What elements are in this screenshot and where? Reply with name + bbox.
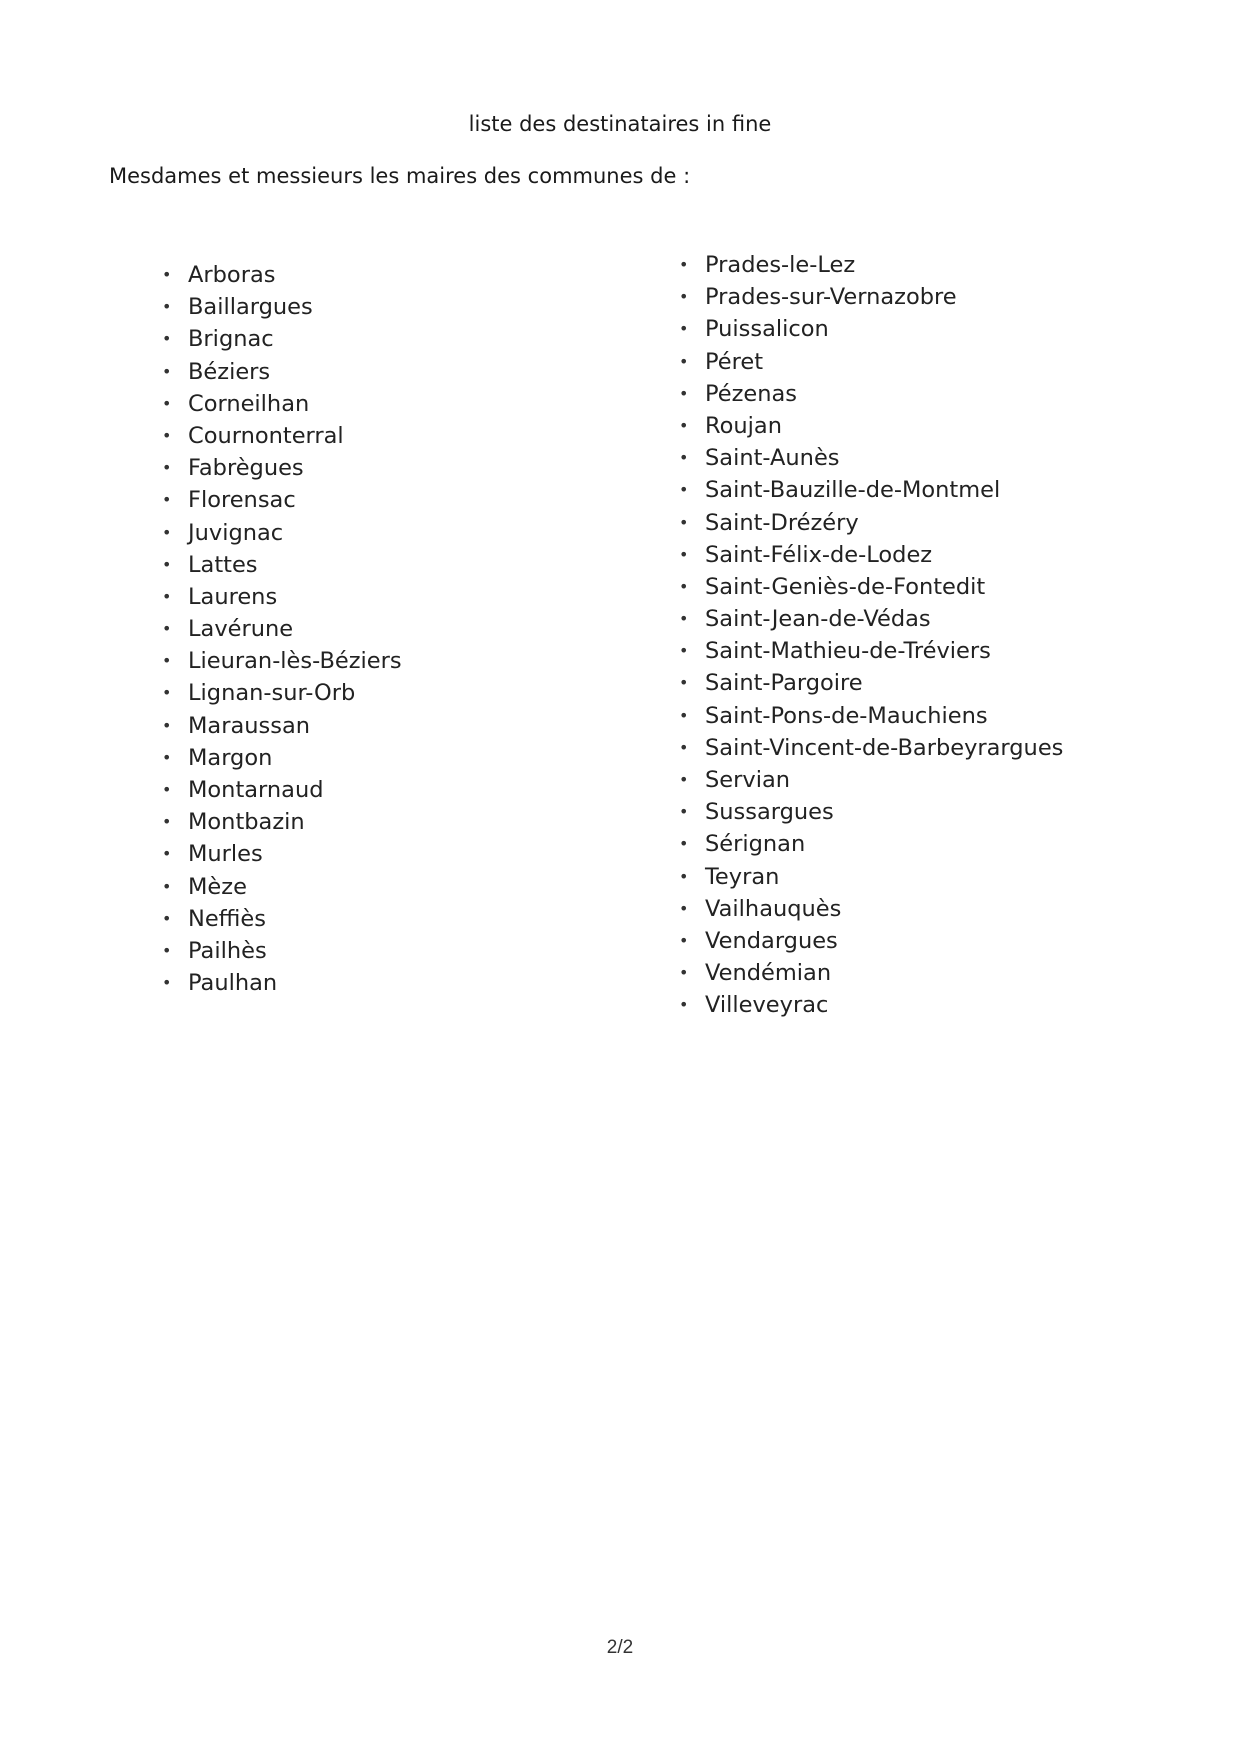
bullet-icon: • — [679, 415, 689, 435]
commune-name: Saint-Mathieu-de-Tréviers — [705, 638, 991, 665]
bullet-icon: • — [679, 576, 689, 596]
commune-name: Pailhès — [188, 937, 267, 964]
commune-name: Paulhan — [188, 970, 278, 997]
list-item — [160, 935, 402, 967]
bullet-icon: • — [162, 651, 172, 671]
bullet-icon: • — [162, 522, 172, 542]
list-item — [677, 378, 1063, 410]
commune-name: Margon — [188, 744, 273, 771]
commune-name: Neffiès — [188, 905, 266, 932]
commune-name: Saint-Vincent-de-Barbeyrargues — [705, 734, 1064, 761]
commune-name: Saint-Bauzille-de-Montmel — [705, 477, 1001, 504]
list-item — [677, 635, 1063, 667]
list-item — [160, 838, 402, 870]
list-item — [160, 549, 402, 581]
commune-name: Lattes — [188, 551, 258, 578]
list-item — [677, 828, 1063, 860]
commune-name: Puissalicon — [705, 316, 829, 343]
list-item — [160, 710, 402, 742]
bullet-icon: • — [679, 930, 689, 950]
list-item — [677, 313, 1063, 345]
list-item — [160, 420, 402, 452]
commune-name: Brignac — [188, 326, 274, 353]
bullet-icon: • — [162, 490, 172, 510]
commune-list-right — [677, 249, 1063, 1022]
list-item — [160, 259, 402, 291]
bullet-icon: • — [162, 683, 172, 703]
bullet-icon: • — [162, 619, 172, 639]
commune-name: Prades-le-Lez — [705, 252, 856, 278]
list-item — [677, 989, 1063, 1021]
list-item — [677, 474, 1063, 506]
list-item — [677, 410, 1063, 442]
bullet-icon: • — [162, 715, 172, 735]
bullet-icon: • — [679, 641, 689, 661]
list-item — [677, 957, 1063, 989]
commune-name: Corneilhan — [188, 390, 310, 417]
list-item — [677, 539, 1063, 571]
commune-name: Fabrègues — [188, 455, 304, 482]
commune-name: Villeveyrac — [705, 992, 829, 1019]
bullet-icon: • — [679, 802, 689, 822]
list-item — [160, 517, 402, 549]
bullet-icon: • — [162, 844, 172, 864]
bullet-icon: • — [162, 747, 172, 767]
commune-name: Sérignan — [705, 831, 806, 858]
list-item — [160, 677, 402, 709]
commune-name: Vendémian — [705, 960, 832, 987]
list-item — [160, 742, 402, 774]
commune-name: Laurens — [188, 583, 278, 610]
bullet-icon: • — [679, 770, 689, 789]
commune-name: Saint-Pargoire — [705, 670, 863, 697]
commune-name: Saint-Geniès-de-Fontedit — [705, 573, 986, 600]
commune-name: Péret — [705, 348, 764, 375]
bullet-icon: • — [679, 705, 689, 725]
list-item — [160, 871, 402, 903]
bullet-icon: • — [162, 297, 172, 317]
list-item — [160, 806, 402, 838]
intro-text: Mesdames et messieurs les maires des communes de : — [109, 164, 691, 188]
commune-name: Mèze — [188, 873, 247, 900]
bullet-icon: • — [162, 586, 172, 606]
list-item — [160, 613, 402, 645]
list-item — [677, 667, 1063, 699]
list-item — [160, 903, 402, 935]
list-item — [677, 571, 1063, 603]
list-item — [677, 732, 1063, 764]
bullet-icon: • — [162, 812, 172, 832]
commune-list-left — [160, 259, 402, 999]
commune-name: Saint-Drézéry — [705, 509, 859, 536]
commune-name: Saint-Aunès — [705, 445, 840, 472]
list-item — [677, 507, 1063, 539]
commune-name: Pézenas — [705, 380, 798, 407]
bullet-icon: • — [679, 512, 689, 532]
bullet-icon: • — [162, 425, 172, 445]
commune-name: Béziers — [188, 358, 271, 385]
commune-name: Teyran — [705, 863, 780, 890]
commune-name: Saint-Félix-de-Lodez — [705, 541, 933, 568]
page-number: 2/2 — [606, 1637, 634, 1658]
list-item — [677, 442, 1063, 474]
commune-name: Vendargues — [705, 927, 838, 954]
list-item — [677, 603, 1063, 635]
bullet-icon: • — [162, 780, 172, 799]
bullet-icon: • — [162, 973, 172, 993]
list-item — [160, 356, 402, 388]
bullet-icon: • — [162, 554, 172, 574]
bullet-icon: • — [162, 329, 172, 349]
commune-name: Saint-Pons-de-Mauchiens — [705, 702, 988, 729]
bullet-icon: • — [162, 393, 172, 413]
list-item — [160, 581, 402, 613]
bullet-icon: • — [162, 876, 172, 896]
bullet-icon: • — [679, 448, 689, 468]
bullet-icon: • — [679, 351, 689, 371]
bullet-icon: • — [679, 544, 689, 564]
list-item — [677, 249, 1063, 281]
commune-name: Vailhauquès — [705, 895, 842, 922]
list-item — [677, 764, 1063, 796]
bullet-icon: • — [679, 737, 689, 757]
bullet-icon: • — [679, 319, 689, 339]
bullet-icon: • — [679, 834, 689, 854]
commune-name: Baillargues — [188, 294, 313, 321]
commune-name: Cournonterral — [188, 422, 344, 449]
list-item — [160, 774, 402, 806]
bullet-icon: • — [679, 255, 689, 274]
bullet-icon: • — [162, 908, 172, 928]
commune-name: Montarnaud — [188, 777, 324, 803]
list-item — [677, 346, 1063, 378]
list-item — [677, 281, 1063, 313]
list-item — [160, 452, 402, 484]
bullet-icon: • — [679, 866, 689, 886]
bullet-icon: • — [679, 963, 689, 983]
commune-name: Maraussan — [188, 712, 310, 739]
document-title: liste des destinataires in fine — [468, 112, 772, 136]
commune-name: Prades-sur-Vernazobre — [705, 284, 957, 311]
list-item — [160, 484, 402, 516]
commune-name: Lieuran-lès-Béziers — [188, 648, 402, 675]
list-item — [160, 967, 402, 999]
bullet-icon: • — [679, 480, 689, 500]
bullet-icon: • — [679, 898, 689, 918]
list-item — [677, 796, 1063, 828]
list-item — [160, 645, 402, 677]
commune-name: Montbazin — [188, 809, 305, 836]
commune-name: Roujan — [705, 412, 782, 439]
list-item — [677, 925, 1063, 957]
commune-name: Servian — [705, 767, 790, 793]
commune-name: Juvignac — [188, 519, 284, 546]
bullet-icon: • — [162, 940, 172, 960]
commune-name: Murles — [188, 841, 263, 868]
list-item — [677, 893, 1063, 925]
list-item — [677, 861, 1063, 893]
list-item — [160, 388, 402, 420]
bullet-icon: • — [679, 383, 689, 403]
commune-name: Arboras — [188, 262, 276, 288]
bullet-icon: • — [679, 609, 689, 629]
commune-name: Sussargues — [705, 799, 834, 826]
bullet-icon: • — [679, 673, 689, 693]
bullet-icon: • — [679, 995, 689, 1015]
commune-name: Lignan-sur-Orb — [188, 680, 356, 707]
list-item — [677, 700, 1063, 732]
commune-name: Lavérune — [188, 616, 294, 643]
bullet-icon: • — [162, 361, 172, 381]
commune-name: Florensac — [188, 487, 296, 514]
list-item — [160, 291, 402, 323]
bullet-icon: • — [679, 287, 689, 307]
list-item — [160, 323, 402, 355]
bullet-icon: • — [162, 458, 172, 478]
bullet-icon: • — [162, 265, 172, 284]
commune-name: Saint-Jean-de-Védas — [705, 606, 931, 633]
